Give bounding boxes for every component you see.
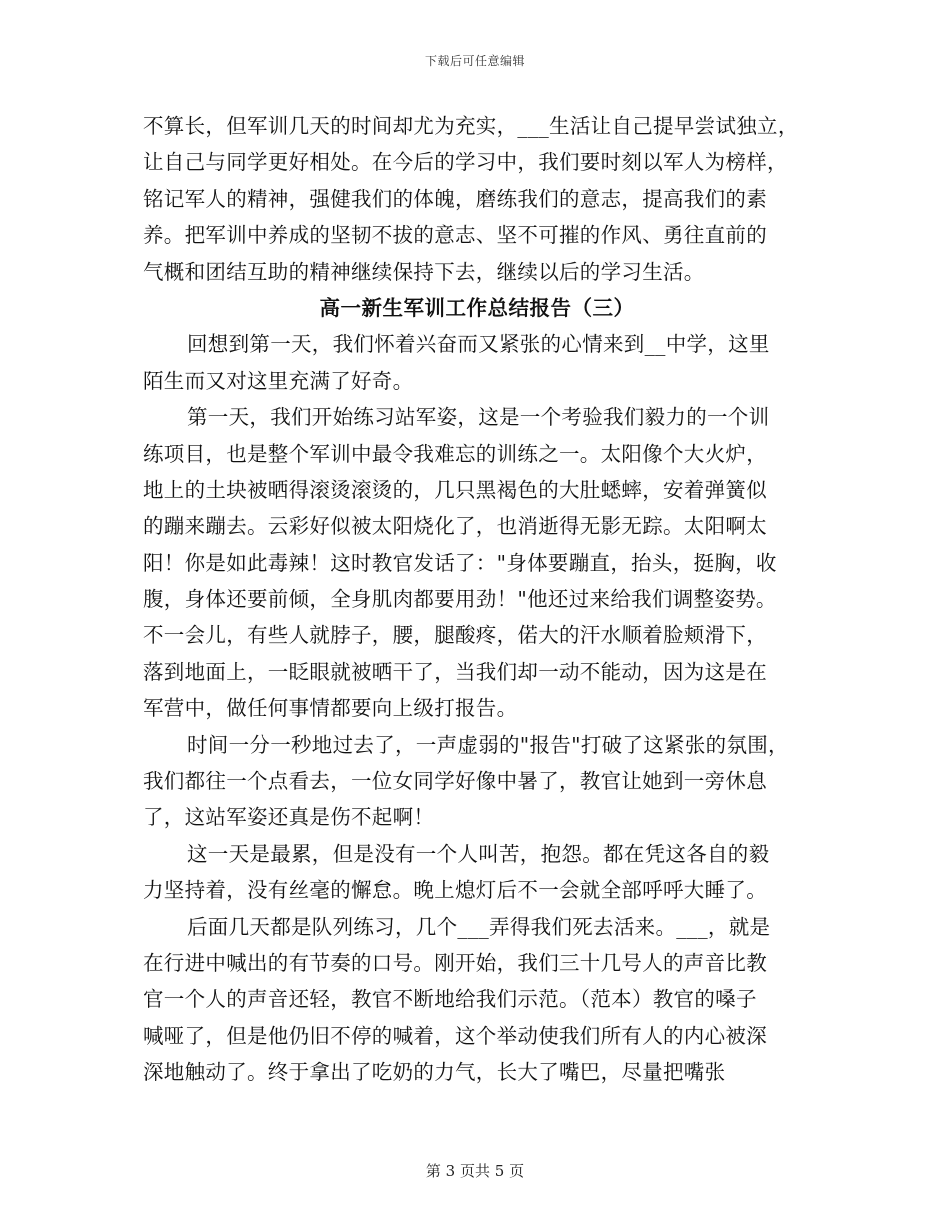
text-line: 腹，身体还要前倾，全身肌肉都要用劲！"他还过来给我们调整姿势。 bbox=[143, 587, 777, 612]
paragraph bbox=[143, 909, 811, 1091]
text-line: 军营中，做任何事情都要向上级打报告。 bbox=[143, 696, 518, 721]
paragraph bbox=[143, 326, 811, 399]
document-body bbox=[143, 108, 811, 1091]
page-header: 下载后可任意编辑 bbox=[424, 54, 525, 68]
text-line: 的蹦来蹦去。云彩好似被太阳烧化了，也消逝得无影无踪。太阳啊太 bbox=[143, 514, 767, 539]
text-line: 落到地面上，一眨眼就被晒干了，当我们却一动不能动，因为这是在 bbox=[143, 659, 767, 684]
text-line: 我们都往一个点看去，一位女同学好像中暑了，教官让她到一旁休息 bbox=[143, 769, 767, 794]
text-line: 练项目，也是整个军训中最令我难忘的训练之一。太阳像个大火炉， bbox=[143, 441, 767, 466]
text-line: 深地触动了。终于拿出了吃奶的力气，长大了嘴巴，尽量把嘴张 bbox=[143, 1060, 726, 1085]
paragraph bbox=[143, 727, 811, 836]
text-line: 官一个人的声音还轻，教官不断地给我们示范。（范本）教官的嗓子 bbox=[143, 987, 757, 1012]
text-line: 喊哑了，但是他仍旧不停的喊着，这个举动使我们所有人的内心被深 bbox=[143, 1023, 767, 1048]
text-line: 不一会儿，有些人就脖子，腰，腿酸疼，偌大的汗水顺着脸颊滑下， bbox=[143, 623, 767, 648]
text-line: 第一天，我们开始练习站军姿，这是一个考验我们毅力的一个训 bbox=[187, 405, 770, 430]
text-line: 养。把军训中养成的坚韧不拔的意志、坚不可摧的作风、勇往直前的 bbox=[143, 223, 767, 248]
text-line: 地上的土块被晒得滚烫滚烫的，几只黑褐色的大肚蟋蟀，安着弹簧似 bbox=[143, 477, 767, 502]
text-line: 气概和团结互助的精神继续保持下去，继续以后的学习生活。 bbox=[143, 259, 705, 284]
paragraph bbox=[143, 836, 811, 909]
text-line: 在行进中喊出的有节奏的口号。刚开始，我们三十几号人的声音比教 bbox=[143, 950, 767, 975]
section-title: 高一新生军训工作总结报告（三） bbox=[319, 295, 635, 320]
text-line: 后面几天都是队列练习，几个___弄得我们死去活来。___，就是 bbox=[187, 914, 771, 939]
paragraph bbox=[143, 399, 811, 727]
text-line: 铭记军人的精神，强健我们的体魄，磨练我们的意志，提高我们的素 bbox=[143, 186, 767, 211]
text-line: 力坚持着，没有丝毫的懈怠。晚上熄灯后不一会就全部呼呼大睡了。 bbox=[143, 878, 767, 903]
text-line: 不算长，但军训几天的时间却尤为充实，___生活让自己提早尝试独立， bbox=[143, 114, 799, 138]
text-line: 了，这站军姿还真是伤不起啊！ bbox=[143, 805, 435, 830]
text-line: 让自己与同学更好相处。在今后的学习中，我们要时刻以军人为榜样， bbox=[143, 150, 788, 175]
text-line: 这一天是最累，但是没有一个人叫苦，抱怨。都在凭这各自的毅 bbox=[187, 841, 770, 866]
page-number: 第 3 页共 5 页 bbox=[425, 1162, 525, 1180]
text-line: 回想到第一天，我们怀着兴奋而又紧张的心情来到__中学，这里 bbox=[187, 332, 770, 357]
text-line: 时间一分一秒地过去了，一声虚弱的"报告"打破了这紧张的氛围， bbox=[187, 732, 789, 757]
text-line: 陌生而又对这里充满了好奇。 bbox=[143, 368, 414, 393]
text-line: 阳！你是如此毒辣！这时教官发话了："身体要蹦直，抬头，挺胸，收 bbox=[143, 550, 777, 575]
